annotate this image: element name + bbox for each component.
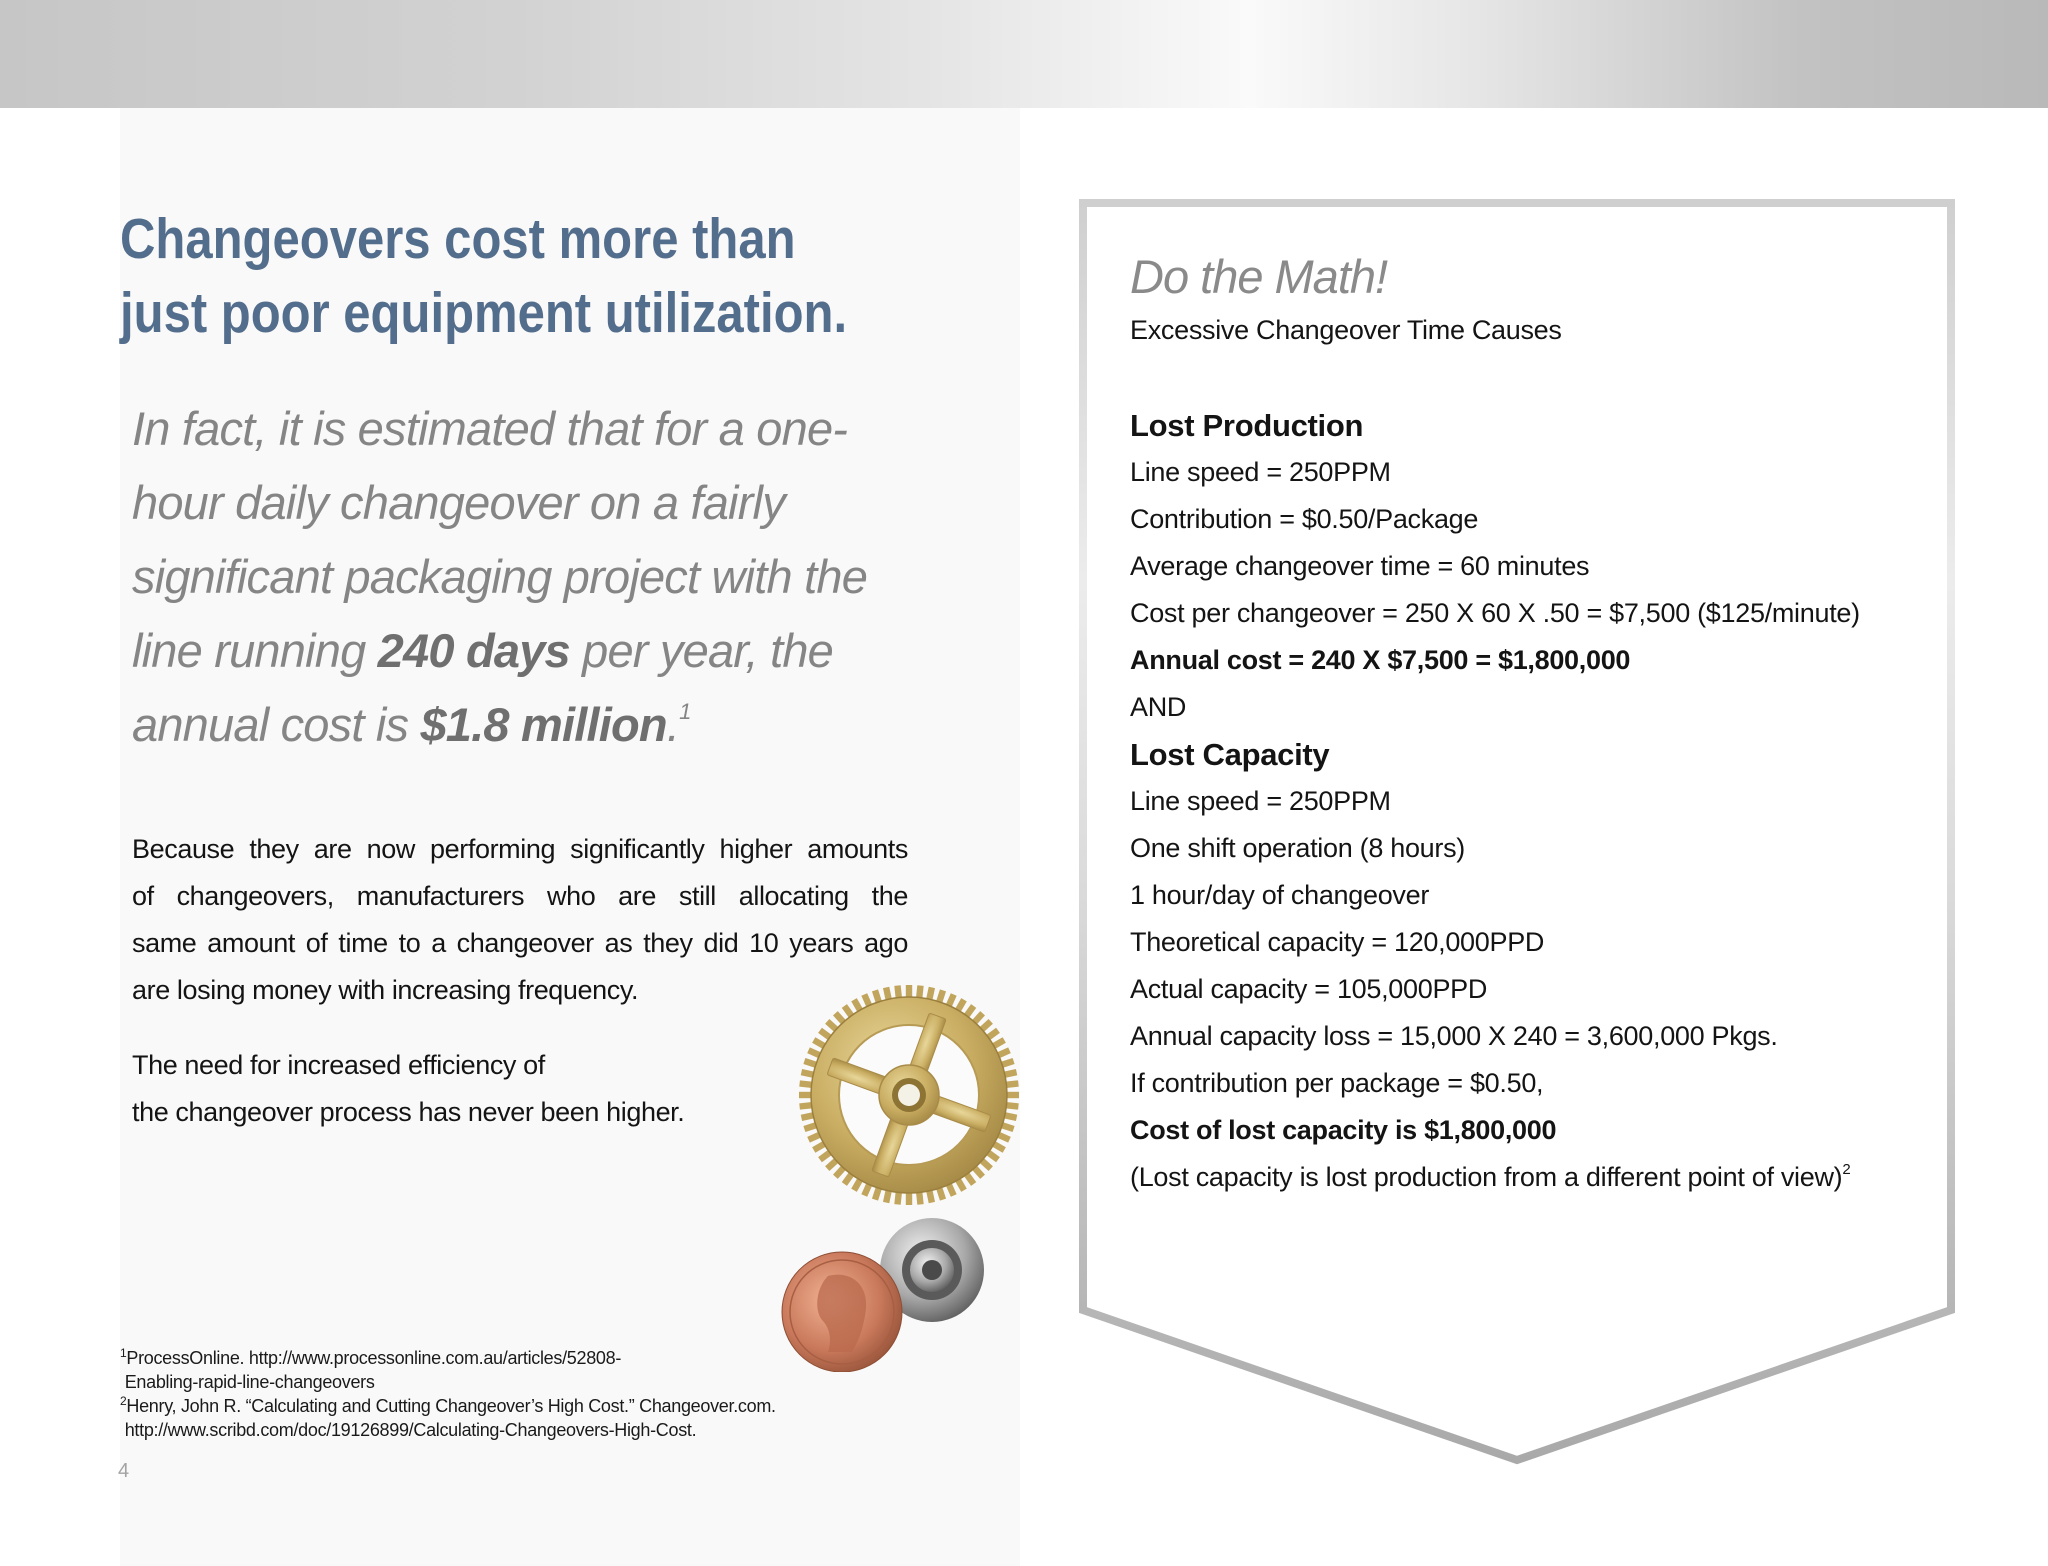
lost-production-row: Average changeover time = 60 minutes — [1130, 551, 1590, 581]
page-number: 4 — [118, 1460, 130, 1482]
lost-production-heading: Lost Production — [1130, 408, 1364, 443]
pull-quote — [132, 392, 912, 762]
quote-text: . — [666, 698, 680, 751]
lost-capacity-row: If contribution per package = $0.50, — [1130, 1068, 1544, 1098]
quote-line-2: hour daily changeover on a fairly — [132, 476, 785, 529]
quote-line-5 — [132, 688, 912, 762]
quote-line-4 — [132, 614, 912, 688]
note-text: (Lost capacity is lost production from a different point of view) — [1130, 1162, 1843, 1192]
quote-emphasis-cost: $1.8 million — [420, 698, 667, 751]
body-paragraph-2 — [132, 1042, 832, 1136]
lost-capacity-row: Theoretical capacity = 120,000PPD — [1130, 927, 1545, 957]
math-panel — [1130, 246, 1930, 1201]
footnote-text: ProcessOnline. http://www.processonline.com.au/articles/52808- — [126, 1348, 622, 1368]
math-title: Do the Math! — [1130, 250, 1388, 303]
lost-capacity-row: Line speed = 250PPM — [1130, 786, 1391, 816]
headline-line-2: just poor equipment utilization. — [120, 281, 848, 345]
quote-line-3: significant packaging project with the — [132, 550, 868, 603]
quote-text: annual cost is — [132, 698, 421, 751]
paragraph-line: Because they are now performing significantly higher amounts — [132, 834, 908, 864]
header-band — [0, 0, 2048, 108]
lost-production-row: Line speed = 250PPM — [1130, 457, 1391, 487]
quote-line-1: In fact, it is estimated that for a one- — [132, 402, 848, 455]
lost-production-row: Contribution = $0.50/Package — [1130, 504, 1479, 534]
lost-capacity-row: One shift operation (8 hours) — [1130, 833, 1465, 863]
lost-capacity-note — [1130, 1154, 1930, 1201]
footnote-mark: 2 — [120, 1394, 127, 1408]
quote-text: per year, the — [569, 624, 834, 677]
and-label: AND — [1130, 692, 1187, 722]
body-paragraph-1 — [132, 826, 908, 1014]
footnote-mark: 1 — [120, 1346, 127, 1360]
footnote-1-continued: Enabling-rapid-line-changeovers — [120, 1372, 375, 1392]
paragraph-line: are losing money with increasing frequency. — [132, 975, 639, 1005]
gear-image — [796, 982, 1022, 1208]
footnote-ref-1: 1 — [679, 699, 691, 724]
footnote-1 — [120, 1346, 840, 1370]
footnote-text: Henry, John R. “Calculating and Cutting Changeover’s High Cost.” Changeover.com. — [126, 1396, 776, 1416]
lost-capacity-row: Annual capacity loss = 15,000 X 240 = 3,600,000 Pkgs. — [1130, 1021, 1778, 1051]
paragraph-line: of changeovers, manufacturers who are still allocating the — [132, 881, 908, 911]
lost-production-total: Annual cost = 240 X $7,500 = $1,800,000 — [1130, 645, 1631, 675]
headline-line-1: Changeovers cost more than — [120, 207, 796, 271]
footnote-2-continued: http://www.scribd.com/doc/19126899/Calculating-Changeovers-High-Cost. — [120, 1420, 697, 1440]
footnote-2 — [120, 1394, 840, 1418]
paragraph-line: The need for increased efficiency of — [132, 1050, 545, 1080]
lost-capacity-heading: Lost Capacity — [1130, 737, 1330, 772]
lost-capacity-total: Cost of lost capacity is $1,800,000 — [1130, 1115, 1557, 1145]
math-subtitle: Excessive Changeover Time Causes — [1130, 315, 1562, 345]
paragraph-line: the changeover process has never been higher. — [132, 1097, 685, 1127]
quote-text: line running — [132, 624, 378, 677]
paragraph-line: same amount of time to a changeover as they did 10 years ago — [132, 928, 908, 958]
footnote-ref-2: 2 — [1842, 1161, 1851, 1178]
lost-capacity-row: 1 hour/day of changeover — [1130, 880, 1430, 910]
footnotes — [120, 1346, 840, 1442]
lost-production-row: Cost per changeover = 250 X 60 X .50 = $7,500 ($125/minute) — [1130, 598, 1860, 628]
quote-emphasis-days: 240 days — [377, 624, 570, 677]
lost-capacity-row: Actual capacity = 105,000PPD — [1130, 974, 1488, 1004]
page-headline — [120, 202, 848, 350]
